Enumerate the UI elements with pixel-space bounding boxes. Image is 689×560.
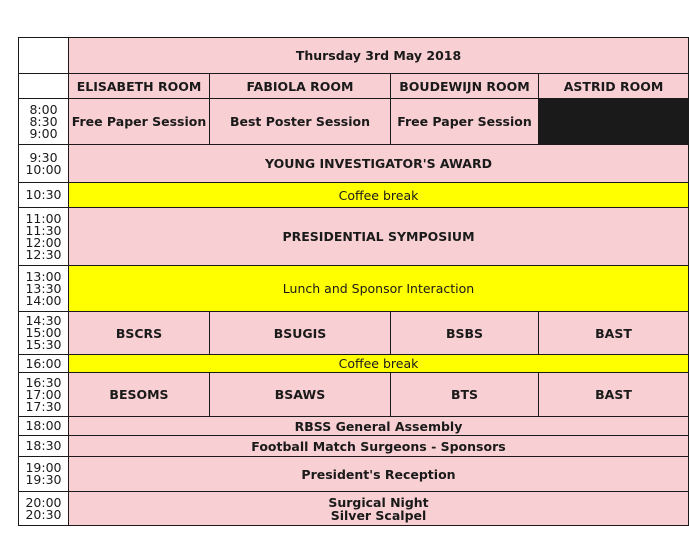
room-header-boudewijn: BOUDEWIJN ROOM <box>391 74 539 99</box>
room-header-elisabeth: ELISABETH ROOM <box>69 74 210 99</box>
session-cell: BSAWS <box>210 373 391 417</box>
table-row <box>19 492 689 526</box>
session-cell: BSUGIS <box>210 312 391 355</box>
session-cell: BTS <box>391 373 539 417</box>
time-cell: 13:00 13:30 14:00 <box>19 266 69 312</box>
session-cell: BESOMS <box>69 373 210 417</box>
time-cell: 16:30 17:00 17:30 <box>19 373 69 417</box>
session-cell: Surgical Night Silver Scalpel <box>69 492 689 526</box>
time-cell: 10:30 <box>19 183 69 208</box>
session-cell: BSCRS <box>69 312 210 355</box>
session-cell: YOUNG INVESTIGATOR'S AWARD <box>69 145 689 183</box>
corner-cell <box>19 38 69 74</box>
table-row <box>19 183 689 208</box>
table-row <box>19 145 689 183</box>
unavailable-cell <box>539 99 689 145</box>
table-row <box>19 373 689 417</box>
time-cell: 18:00 <box>19 417 69 436</box>
table-row <box>19 266 689 312</box>
schedule-title: Thursday 3rd May 2018 <box>69 38 689 74</box>
table-row <box>19 99 689 145</box>
table-row <box>19 312 689 355</box>
time-cell: 16:00 <box>19 355 69 373</box>
time-cell: 18:30 <box>19 436 69 457</box>
time-cell: 11:00 11:30 12:00 12:30 <box>19 208 69 266</box>
break-cell: Coffee break <box>69 355 689 373</box>
room-header-fabiola: FABIOLA ROOM <box>210 74 391 99</box>
session-cell: Free Paper Session <box>391 99 539 145</box>
session-cell: President's Reception <box>69 457 689 492</box>
schedule-table <box>18 37 689 526</box>
time-cell: 20:00 20:30 <box>19 492 69 526</box>
time-cell: 14:30 15:00 15:30 <box>19 312 69 355</box>
session-cell: Best Poster Session <box>210 99 391 145</box>
session-cell: Free Paper Session <box>69 99 210 145</box>
table-row <box>19 355 689 373</box>
corner-cell <box>19 74 69 99</box>
table-row <box>19 208 689 266</box>
session-cell: BSBS <box>391 312 539 355</box>
room-header-astrid: ASTRID ROOM <box>539 74 689 99</box>
break-cell: Coffee break <box>69 183 689 208</box>
time-cell: 8:00 8:30 9:00 <box>19 99 69 145</box>
session-cell: BAST <box>539 312 689 355</box>
break-cell: Lunch and Sponsor Interaction <box>69 266 689 312</box>
time-cell: 9:30 10:00 <box>19 145 69 183</box>
session-cell: BAST <box>539 373 689 417</box>
session-cell: PRESIDENTIAL SYMPOSIUM <box>69 208 689 266</box>
title-row <box>19 38 689 74</box>
session-cell: RBSS General Assembly <box>69 417 689 436</box>
session-cell: Football Match Surgeons - Sponsors <box>69 436 689 457</box>
time-cell: 19:00 19:30 <box>19 457 69 492</box>
table-row <box>19 436 689 457</box>
table-row <box>19 457 689 492</box>
room-header-row <box>19 74 689 99</box>
table-row <box>19 417 689 436</box>
